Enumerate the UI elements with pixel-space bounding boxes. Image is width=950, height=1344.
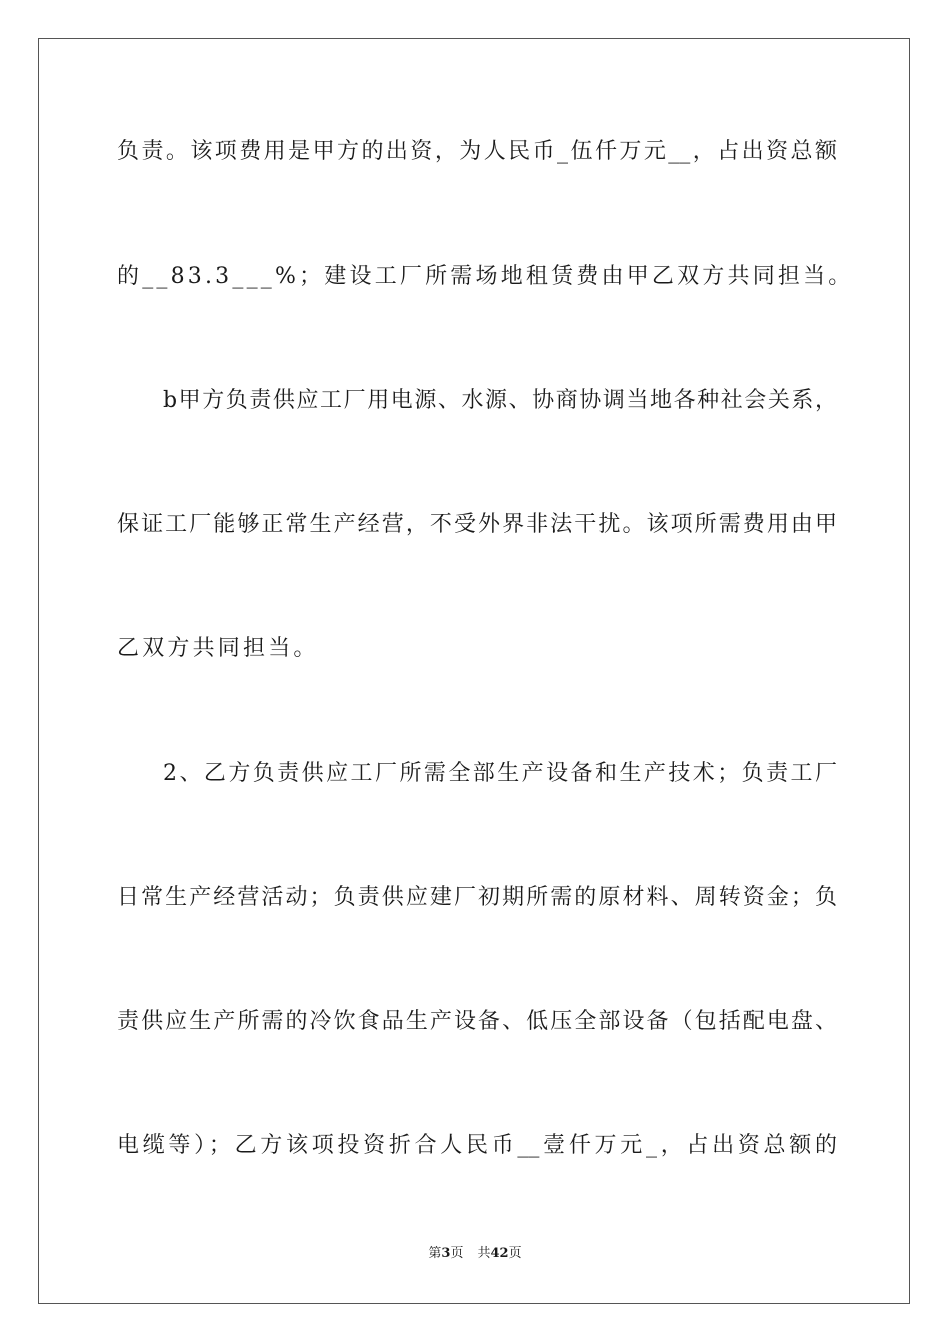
page-prefix: 第 <box>428 1246 442 1261</box>
text-line-8: 责供应生产所需的冷饮食品生产设备、低压全部设备（包括配电盘、 <box>117 1009 837 1034</box>
page-frame <box>38 38 910 1304</box>
total-suffix: 页 <box>508 1246 522 1261</box>
total-pages: 42 <box>490 1246 509 1261</box>
total-prefix: 共 <box>477 1246 491 1261</box>
page-footer <box>0 1245 950 1263</box>
text-line-7: 日常生产经营活动；负责供应建厂初期所需的原材料、周转资金；负 <box>117 885 837 910</box>
text-line-6: 2、乙方负责供应工厂所需全部生产设备和生产技术；负责工厂 <box>163 761 837 786</box>
text-line-4: 保证工厂能够正常生产经营，不受外界非法干扰。该项所需费用由甲 <box>117 512 837 537</box>
text-line-1: 负责。该项费用是甲方的出资，为人民币_伍仟万元__，占出资总额 <box>117 139 837 164</box>
text-line-3: b甲方负责供应工厂用电源、水源、协商协调当地各种社会关系， <box>163 388 837 413</box>
text-line-5: 乙双方共同担当。 <box>117 636 319 661</box>
page-suffix: 页 <box>450 1246 464 1261</box>
text-line-2: 的__83.3___%；建设工厂所需场地租赁费由甲乙双方共同担当。 <box>117 264 854 289</box>
text-line-9: 电缆等）；乙方该项投资折合人民币__壹仟万元_，占出资总额的 <box>117 1133 837 1158</box>
page-number: 3 <box>441 1246 451 1261</box>
